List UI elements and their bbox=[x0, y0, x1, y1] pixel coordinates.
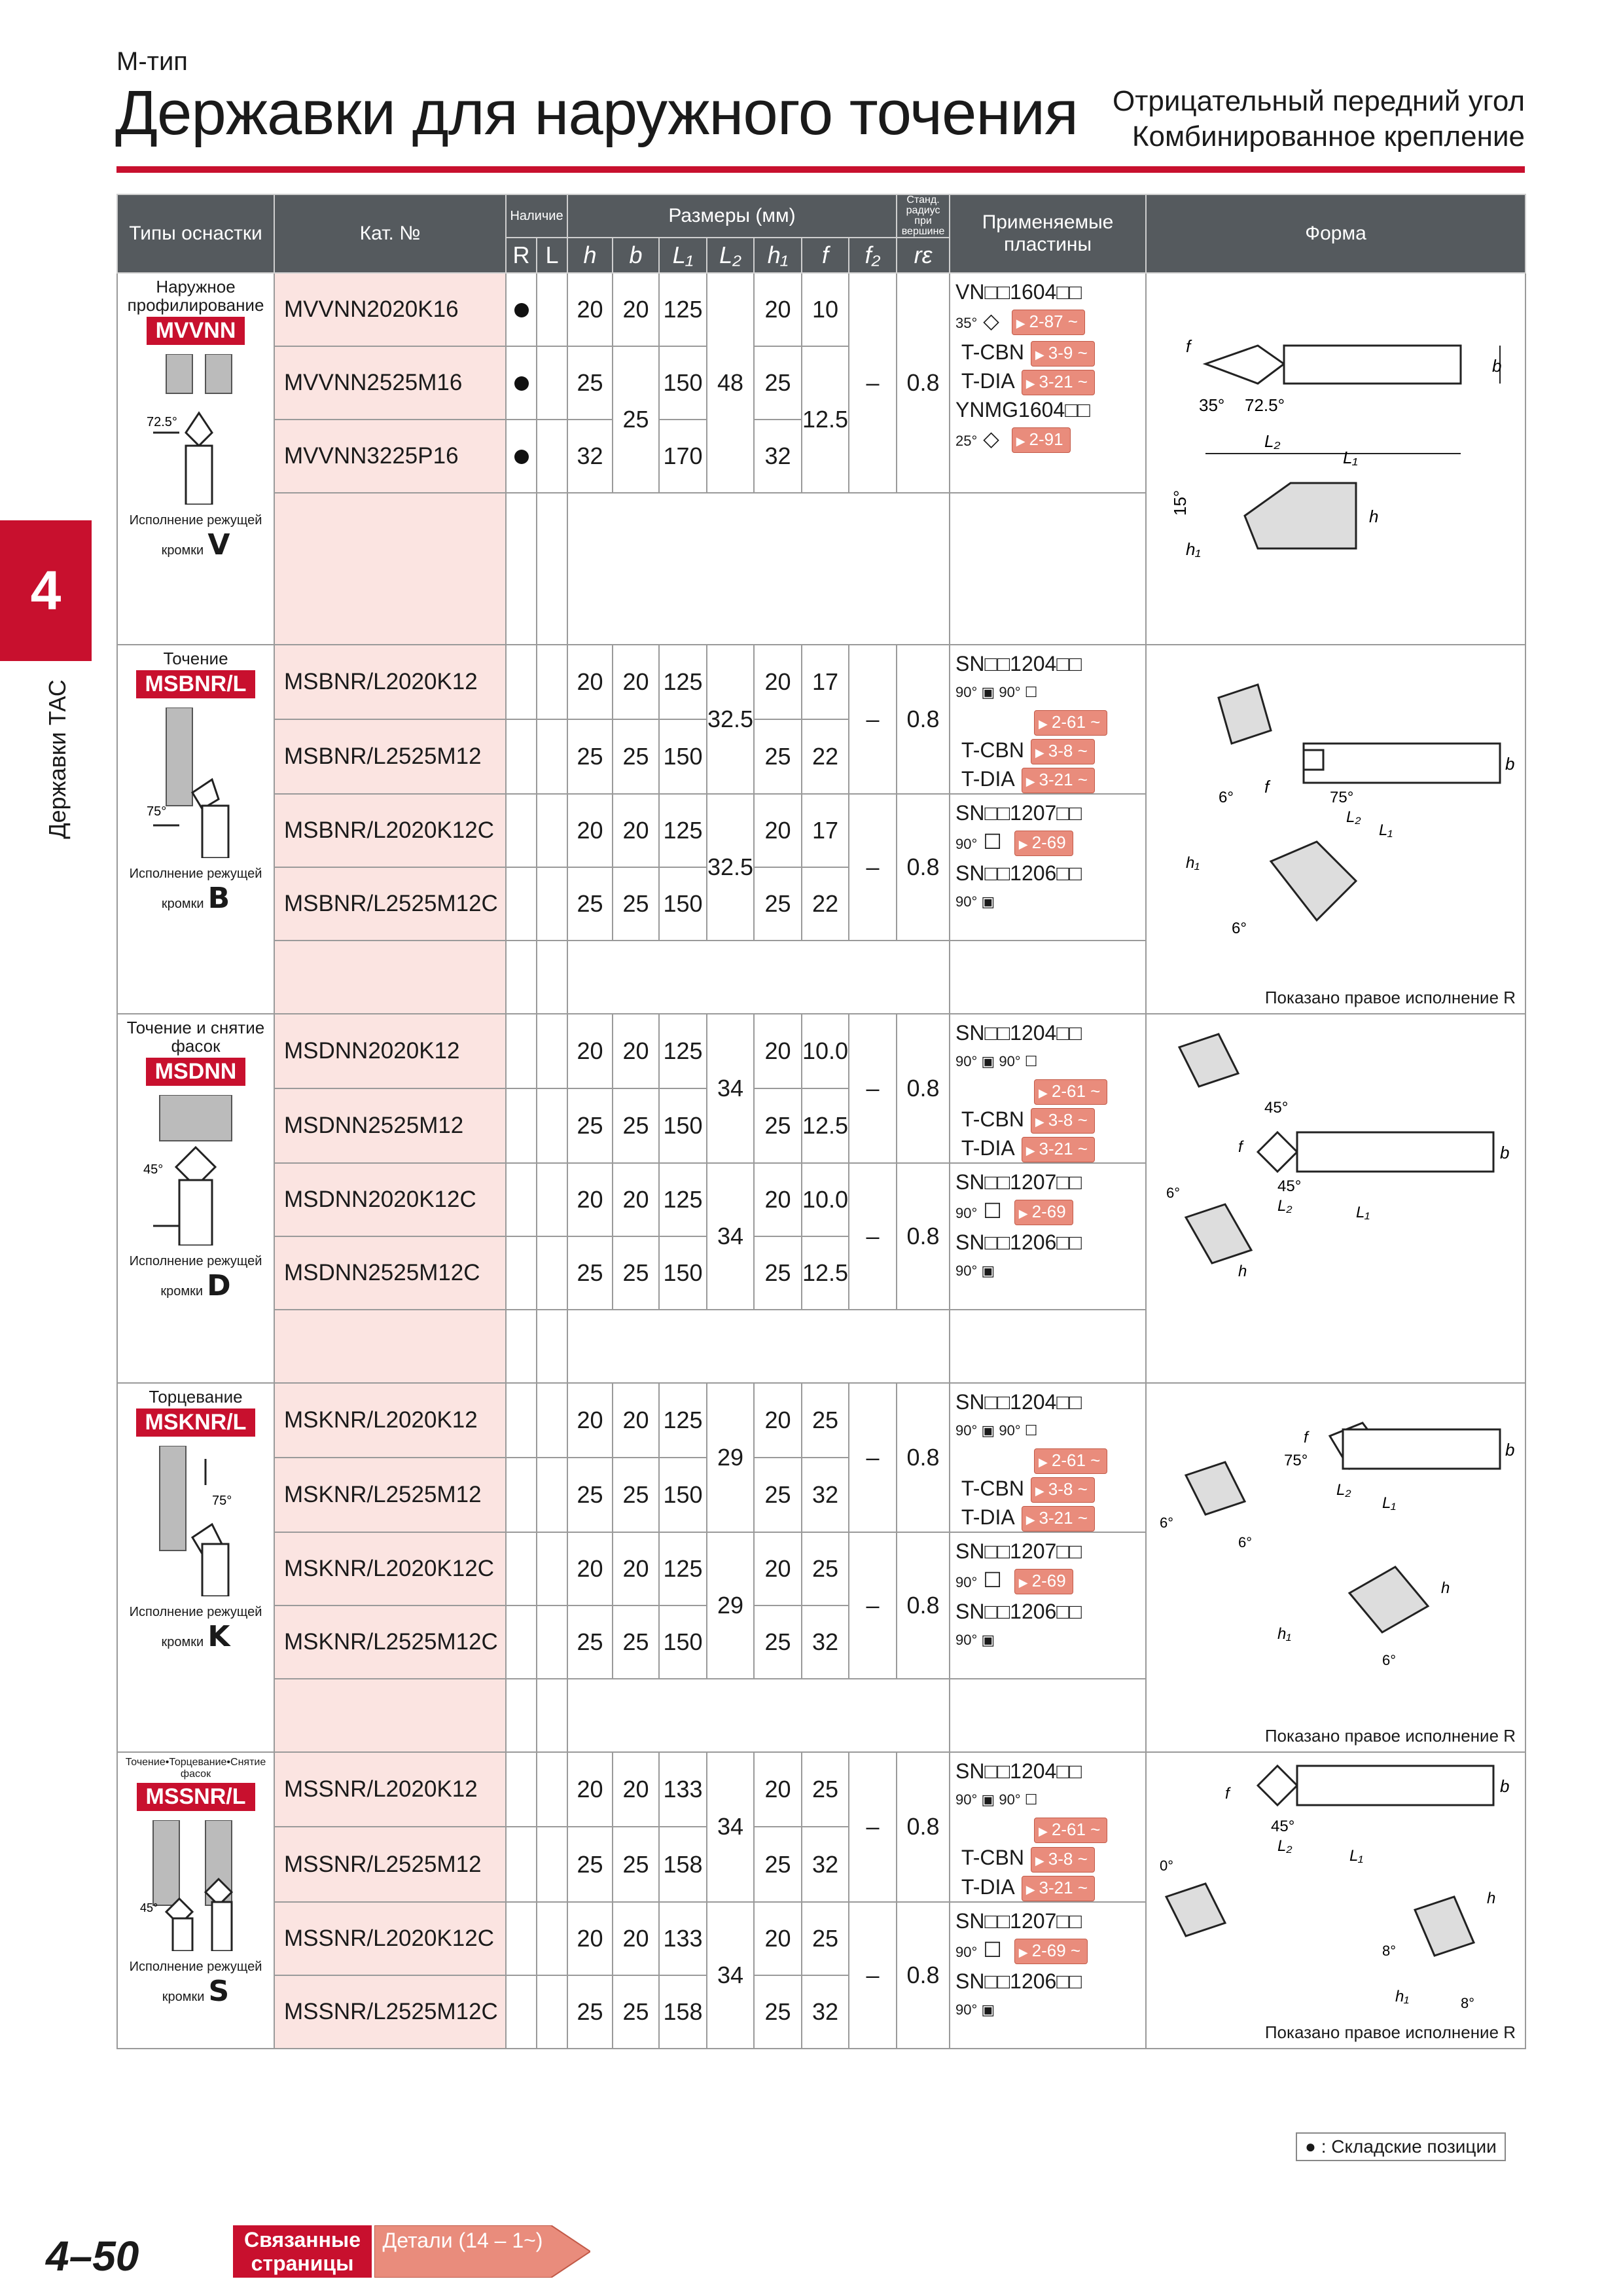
subtitle-line-1: Отрицательный передний угол bbox=[1112, 85, 1525, 117]
svg-text:h: h bbox=[1369, 507, 1379, 526]
svg-text:72.5°: 72.5° bbox=[1245, 395, 1285, 415]
svg-text:f: f bbox=[1186, 336, 1191, 356]
svg-text:6°: 6° bbox=[1166, 1185, 1181, 1202]
dim-f: 25 bbox=[802, 1902, 849, 1975]
inserts-msdnn-b: SN□□1207□□ 90° ☐ ▶ 2-69 SN□□1206□□ 90° ▣ bbox=[950, 1163, 1146, 1310]
col-b: b bbox=[613, 238, 659, 273]
subtitle-line-2: Комбинированное крепление bbox=[1132, 120, 1525, 152]
inserts-msbnr-a: SN□□1204□□ 90° ▣ 90° ☐ ▶ 2-61 ~ T-CBN▶ 3-8 ~ T-DIA▶ 3-21 ~ bbox=[950, 645, 1146, 794]
ref-link[interactable]: ▶ 3-9 ~ bbox=[1031, 341, 1095, 367]
dim-f2: – bbox=[849, 1383, 897, 1532]
dim-h: 20 bbox=[567, 1532, 613, 1605]
svg-text:72.5°: 72.5° bbox=[147, 415, 177, 429]
dim-re: 0.8 bbox=[897, 1163, 950, 1310]
svg-text:0°: 0° bbox=[1160, 1857, 1174, 1874]
svg-text:b: b bbox=[1505, 754, 1515, 774]
cat-no: MSBNR/L2020K12 bbox=[274, 645, 506, 719]
dim-l2: 32.5 bbox=[707, 794, 754, 941]
dim-f2: – bbox=[849, 645, 897, 794]
dim-l1: 125 bbox=[659, 1532, 707, 1605]
svg-text:h: h bbox=[1441, 1579, 1450, 1598]
type-mvvnn: Наружное профилирование MVVNN 72.5° Исполнение режущей кромки V bbox=[117, 273, 274, 645]
dim-h1: 20 bbox=[754, 794, 802, 867]
svg-text:L₂: L₂ bbox=[1277, 1197, 1293, 1215]
stock-r bbox=[506, 420, 537, 493]
dim-l1: 150 bbox=[659, 719, 707, 794]
svg-text:L₂: L₂ bbox=[1346, 808, 1361, 826]
svg-text:L₁: L₁ bbox=[1379, 821, 1393, 839]
dim-f2: – bbox=[849, 1532, 897, 1679]
dim-f: 32 bbox=[802, 1458, 849, 1532]
ref-link[interactable]: ▶ 2-61 ~ bbox=[1034, 1818, 1107, 1843]
dim-h: 20 bbox=[567, 273, 613, 346]
svg-text:h₁: h₁ bbox=[1395, 1988, 1409, 2006]
dim-l1: 125 bbox=[659, 1163, 707, 1236]
ref-link[interactable]: ▶ 2-61 ~ bbox=[1034, 710, 1107, 736]
svg-text:35°: 35° bbox=[1199, 395, 1225, 415]
ref-link[interactable]: ▶ 3-21 ~ bbox=[1022, 768, 1095, 793]
dim-b: 25 bbox=[613, 1827, 659, 1901]
svg-text:h₁: h₁ bbox=[1186, 854, 1200, 872]
cat-no: MVVNN2020K16 bbox=[274, 273, 506, 346]
svg-text:8°: 8° bbox=[1461, 1995, 1475, 2012]
svg-text:b: b bbox=[1500, 1143, 1510, 1163]
dim-l1: 125 bbox=[659, 1014, 707, 1088]
col-re: rε bbox=[897, 238, 950, 273]
ref-link[interactable]: ▶ 3-21 ~ bbox=[1022, 1876, 1095, 1901]
svg-text:L₁: L₁ bbox=[1343, 448, 1358, 467]
inserts-msbnr-b: SN□□1207□□ 90° ☐ ▶ 2-69 SN□□1206□□ 90° ▣ bbox=[950, 794, 1146, 941]
inserts-mvvnn: VN□□1604□□ 35° ◇ ▶ 2-87 ~ T-CBN▶ 3-9 ~ T-DIA▶ 3-21 ~ YNMG1604□□ 25° ◇ ▶ 2-91 bbox=[950, 273, 1146, 493]
svg-text:L₂: L₂ bbox=[1264, 431, 1281, 451]
dim-h: 25 bbox=[567, 346, 613, 420]
cat-no: MSKNR/L2020K12 bbox=[274, 1383, 506, 1458]
details-button[interactable]: Детали (14 – 1~) bbox=[374, 2225, 590, 2278]
dim-l2: 34 bbox=[707, 1752, 754, 1901]
dim-b: 20 bbox=[613, 1902, 659, 1975]
dim-h: 20 bbox=[567, 1014, 613, 1088]
dim-h: 25 bbox=[567, 1975, 613, 2049]
inserts-msknr-b: SN□□1207□□ 90° ☐ ▶ 2-69 SN□□1206□□ 90° ▣ bbox=[950, 1532, 1146, 1679]
dim-h1: 20 bbox=[754, 645, 802, 719]
shape-msknr bbox=[1146, 1383, 1525, 1752]
stock-l bbox=[537, 273, 567, 346]
svg-text:h₁: h₁ bbox=[1277, 1625, 1291, 1643]
dim-l2: 34 bbox=[707, 1902, 754, 2049]
dim-b: 25 bbox=[613, 1236, 659, 1310]
dim-h: 25 bbox=[567, 719, 613, 794]
svg-text:f: f bbox=[1225, 1785, 1230, 1803]
dim-b: 20 bbox=[613, 1163, 659, 1236]
col-l1: L₁ bbox=[659, 238, 707, 273]
dim-l1: 150 bbox=[659, 346, 707, 420]
dim-f: 12.5 bbox=[802, 1236, 849, 1310]
cat-no: MSKNR/L2020K12C bbox=[274, 1532, 506, 1605]
dim-b: 25 bbox=[613, 1088, 659, 1163]
svg-text:45°: 45° bbox=[143, 1162, 164, 1177]
dim-h1: 20 bbox=[754, 1532, 802, 1605]
shape-mssnr bbox=[1146, 1752, 1525, 2048]
dim-b: 20 bbox=[613, 1752, 659, 1827]
dim-f: 17 bbox=[802, 645, 849, 719]
page-number: 4–50 bbox=[46, 2233, 139, 2280]
ref-link[interactable]: ▶ 3-8 ~ bbox=[1031, 1847, 1095, 1873]
dim-b: 20 bbox=[613, 1383, 659, 1458]
inserts-mssnr-b: SN□□1207□□ 90° ☐ ▶ 2-69 ~ SN□□1206□□ 90° ▣ bbox=[950, 1902, 1146, 2049]
dim-l1: 125 bbox=[659, 273, 707, 346]
col-f: f bbox=[802, 238, 849, 273]
tool-pictogram bbox=[140, 1820, 251, 1951]
inserts-mssnr-a: SN□□1204□□ 90° ▣ 90° ☐ ▶ 2-61 ~ T-CBN▶ 3-8 ~ T-DIA▶ 3-21 ~ bbox=[950, 1752, 1146, 1901]
dim-h1: 25 bbox=[754, 719, 802, 794]
dim-h1: 25 bbox=[754, 1088, 802, 1163]
cat-no: MSSNR/L2020K12 bbox=[274, 1752, 506, 1827]
dim-f: 22 bbox=[802, 719, 849, 794]
col-dims: Размеры (мм) bbox=[567, 194, 897, 238]
ref-link[interactable]: ▶ 2-91 bbox=[1012, 427, 1071, 453]
svg-text:b: b bbox=[1500, 1776, 1510, 1797]
dim-h1: 25 bbox=[754, 1236, 802, 1310]
cat-no: MSDNN2020K12C bbox=[274, 1163, 506, 1236]
dim-h: 20 bbox=[567, 1383, 613, 1458]
col-l: L bbox=[537, 238, 567, 273]
dim-h: 25 bbox=[567, 1827, 613, 1901]
dim-re: 0.8 bbox=[897, 645, 950, 794]
ref-link[interactable]: ▶ 3-21 ~ bbox=[1022, 1506, 1095, 1532]
ref-link[interactable]: ▶ 3-8 ~ bbox=[1031, 739, 1095, 764]
svg-text:6°: 6° bbox=[1238, 1534, 1253, 1551]
page-subtitle bbox=[1113, 84, 1525, 154]
dim-h1: 20 bbox=[754, 1163, 802, 1236]
dim-f: 25 bbox=[802, 1383, 849, 1458]
svg-text:L₁: L₁ bbox=[1382, 1494, 1396, 1513]
ref-link[interactable]: ▶ 3-21 ~ bbox=[1022, 370, 1095, 395]
dim-re: 0.8 bbox=[897, 1752, 950, 1901]
col-l2: L₂ bbox=[707, 238, 754, 273]
svg-text:6°: 6° bbox=[1160, 1515, 1174, 1532]
dim-l2: 34 bbox=[707, 1163, 754, 1310]
stock-r bbox=[506, 346, 537, 420]
dim-l1: 133 bbox=[659, 1752, 707, 1827]
svg-text:L₂: L₂ bbox=[1277, 1837, 1293, 1856]
cat-no: MSDNN2525M12 bbox=[274, 1088, 506, 1163]
type-mssnr: Точение•Торцевание•Снятие фасок MSSNR/L 45° Исполнение режущей кромки S bbox=[117, 1752, 274, 2048]
svg-text:45°: 45° bbox=[1264, 1099, 1289, 1117]
dim-h: 32 bbox=[567, 420, 613, 493]
dim-h1: 32 bbox=[754, 420, 802, 493]
title-rule bbox=[116, 166, 1525, 173]
dim-re: 0.8 bbox=[897, 794, 950, 941]
dim-h: 25 bbox=[567, 1605, 613, 1679]
svg-text:15°: 15° bbox=[1170, 490, 1190, 516]
dim-l1: 150 bbox=[659, 1605, 707, 1679]
col-cat-no: Кат. № bbox=[274, 194, 506, 273]
stock-l bbox=[537, 420, 567, 493]
dim-b: 20 bbox=[613, 1532, 659, 1605]
dim-l1: 158 bbox=[659, 1975, 707, 2049]
svg-text:6°: 6° bbox=[1219, 789, 1234, 806]
dim-h: 20 bbox=[567, 1752, 613, 1827]
cat-no: MSDNN2020K12 bbox=[274, 1014, 506, 1088]
dim-f2: – bbox=[849, 1014, 897, 1163]
cat-no: MSBNR/L2525M12 bbox=[274, 719, 506, 794]
ref-link[interactable]: ▶ 2-61 ~ bbox=[1034, 1448, 1107, 1474]
cat-no: MSKNR/L2525M12 bbox=[274, 1458, 506, 1532]
col-r: R bbox=[506, 238, 537, 273]
shape-mvvnn bbox=[1146, 273, 1525, 645]
dim-b: 25 bbox=[613, 719, 659, 794]
col-stock: Наличие bbox=[506, 194, 567, 238]
dim-f: 10.0 bbox=[802, 1163, 849, 1236]
dim-f: 10.0 bbox=[802, 1014, 849, 1088]
dim-f: 10 bbox=[802, 273, 849, 346]
ref-link[interactable]: ▶ 2-69 bbox=[1014, 1200, 1073, 1225]
dim-l2: 29 bbox=[707, 1383, 754, 1532]
stock-legend: ● : Складские позиции bbox=[1296, 2132, 1506, 2161]
dim-f2: – bbox=[849, 1752, 897, 1901]
dim-b: 20 bbox=[613, 273, 659, 346]
ref-link[interactable]: ▶ 2-69 ~ bbox=[1014, 1939, 1088, 1964]
cat-no: MSSNR/L2525M12 bbox=[274, 1827, 506, 1901]
shape-note: Показано правое исполнение R bbox=[1264, 1726, 1516, 1746]
dim-h1: 20 bbox=[754, 1752, 802, 1827]
dim-h1: 20 bbox=[754, 1902, 802, 1975]
dim-l1: 150 bbox=[659, 1458, 707, 1532]
dim-b: 25 bbox=[613, 867, 659, 941]
svg-text:45°: 45° bbox=[1277, 1177, 1302, 1196]
dim-h1: 20 bbox=[754, 1014, 802, 1088]
dim-h1: 25 bbox=[754, 346, 802, 420]
col-radius: Станд. радиус при вершине bbox=[897, 194, 950, 238]
dim-re: 0.8 bbox=[897, 1383, 950, 1532]
dim-h: 20 bbox=[567, 1163, 613, 1236]
cat-no: MSKNR/L2525M12C bbox=[274, 1605, 506, 1679]
svg-text:b: b bbox=[1492, 356, 1502, 376]
ref-link[interactable]: ▶ 3-8 ~ bbox=[1031, 1108, 1095, 1134]
dim-f: 22 bbox=[802, 867, 849, 941]
svg-text:h: h bbox=[1238, 1263, 1247, 1281]
dim-b: 20 bbox=[613, 645, 659, 719]
dim-l2: 29 bbox=[707, 1532, 754, 1679]
inserts-msknr-a: SN□□1204□□ 90° ▣ 90° ☐ ▶ 2-61 ~ T-CBN▶ 3-8 ~ T-DIA▶ 3-21 ~ bbox=[950, 1383, 1146, 1532]
ref-link[interactable]: ▶ 3-21 ~ bbox=[1022, 1137, 1095, 1162]
dim-f2: – bbox=[849, 794, 897, 941]
svg-text:L₂: L₂ bbox=[1336, 1481, 1351, 1499]
dim-re: 0.8 bbox=[897, 1014, 950, 1163]
dim-h: 25 bbox=[567, 1458, 613, 1532]
dim-l2: 48 bbox=[707, 273, 754, 493]
cat-no: MVVNN2525M16 bbox=[274, 346, 506, 420]
svg-text:f: f bbox=[1304, 1429, 1308, 1447]
svg-text:f: f bbox=[1238, 1138, 1243, 1157]
type-msdnn: Точение и снятие фасок MSDNN 45° Исполнение режущей кромки D bbox=[117, 1014, 274, 1383]
tool-pictogram bbox=[140, 1446, 251, 1596]
dim-h: 25 bbox=[567, 1088, 613, 1163]
col-inserts: Применяемые пластины bbox=[950, 194, 1146, 273]
dim-l1: 133 bbox=[659, 1902, 707, 1975]
dim-b: 20 bbox=[613, 794, 659, 867]
dim-l1: 150 bbox=[659, 1088, 707, 1163]
svg-text:L₁: L₁ bbox=[1356, 1204, 1370, 1222]
dim-l2: 32.5 bbox=[707, 645, 754, 794]
svg-text:45°: 45° bbox=[140, 1901, 158, 1915]
shape-note: Показано правое исполнение R bbox=[1264, 2022, 1516, 2042]
dim-h: 25 bbox=[567, 1236, 613, 1310]
holders-table bbox=[116, 194, 1526, 2049]
dim-b: 25 bbox=[613, 1975, 659, 2049]
svg-text:75°: 75° bbox=[147, 804, 167, 819]
svg-text:6°: 6° bbox=[1232, 920, 1247, 937]
svg-text:L₁: L₁ bbox=[1349, 1847, 1363, 1865]
dim-b: 20 bbox=[613, 1014, 659, 1088]
ref-link[interactable]: ▶ 2-87 ~ bbox=[1012, 310, 1085, 335]
chapter-label: Державки ТАС bbox=[44, 679, 71, 839]
svg-text:h: h bbox=[1487, 1890, 1496, 1908]
cat-no: MSDNN2525M12C bbox=[274, 1236, 506, 1310]
dim-l1: 125 bbox=[659, 794, 707, 867]
dim-h1: 25 bbox=[754, 1605, 802, 1679]
dim-l1: 125 bbox=[659, 645, 707, 719]
dim-f: 17 bbox=[802, 794, 849, 867]
dim-re: 0.8 bbox=[897, 1902, 950, 2049]
tool-pictogram bbox=[140, 708, 251, 858]
cat-no: MSBNR/L2020K12C bbox=[274, 794, 506, 867]
col-f2: f₂ bbox=[849, 238, 897, 273]
ref-link[interactable]: ▶ 2-61 ~ bbox=[1034, 1079, 1107, 1105]
dim-f: 32 bbox=[802, 1975, 849, 2049]
stock-r bbox=[506, 273, 537, 346]
dim-f: 12.5 bbox=[802, 346, 849, 493]
chapter-tab[interactable]: 4 bbox=[0, 520, 92, 661]
cat-no: MSBNR/L2525M12C bbox=[274, 867, 506, 941]
dim-l1: 158 bbox=[659, 1827, 707, 1901]
dim-h1: 25 bbox=[754, 1458, 802, 1532]
dim-h1: 25 bbox=[754, 1975, 802, 2049]
svg-text:b: b bbox=[1505, 1440, 1515, 1460]
dim-l1: 170 bbox=[659, 420, 707, 493]
dim-h1: 25 bbox=[754, 1827, 802, 1901]
svg-text:75°: 75° bbox=[1330, 789, 1354, 806]
col-h: h bbox=[567, 238, 613, 273]
shape-msbnr bbox=[1146, 645, 1525, 1014]
type-msbnr: Точение MSBNR/L 75° Исполнение режущей кромки B bbox=[117, 645, 274, 1014]
col-shape: Форма bbox=[1146, 194, 1525, 273]
svg-text:8°: 8° bbox=[1382, 1943, 1397, 1960]
svg-text:6°: 6° bbox=[1382, 1652, 1397, 1669]
tool-pictogram bbox=[140, 354, 251, 505]
dim-re: 0.8 bbox=[897, 273, 950, 493]
dim-re: 0.8 bbox=[897, 1532, 950, 1679]
dim-l1: 150 bbox=[659, 1236, 707, 1310]
dim-f2: – bbox=[849, 1163, 897, 1310]
svg-text:h₁: h₁ bbox=[1186, 539, 1201, 559]
cat-no: MSSNR/L2525M12C bbox=[274, 1975, 506, 2049]
dim-l2: 34 bbox=[707, 1014, 754, 1163]
col-h1: h₁ bbox=[754, 238, 802, 273]
svg-text:75°: 75° bbox=[212, 1494, 232, 1509]
shape-msdnn bbox=[1146, 1014, 1525, 1383]
dim-l1: 150 bbox=[659, 867, 707, 941]
dim-b: 25 bbox=[613, 1605, 659, 1679]
dim-l1: 125 bbox=[659, 1383, 707, 1458]
cat-no: MVVNN3225P16 bbox=[274, 420, 506, 493]
tool-pictogram bbox=[140, 1095, 251, 1246]
dim-b: 25 bbox=[613, 346, 659, 493]
dim-f2: – bbox=[849, 273, 897, 493]
svg-text:f: f bbox=[1264, 777, 1270, 797]
cat-no: MSSNR/L2020K12C bbox=[274, 1902, 506, 1975]
dim-f: 25 bbox=[802, 1752, 849, 1827]
type-label: М-тип bbox=[116, 47, 188, 76]
dim-f: 32 bbox=[802, 1827, 849, 1901]
stock-l bbox=[537, 346, 567, 420]
related-pages-button[interactable]: Связанные страницы bbox=[233, 2225, 372, 2278]
shape-note: Показано правое исполнение R bbox=[1264, 988, 1516, 1008]
ref-link[interactable]: ▶ 2-69 bbox=[1014, 831, 1073, 856]
dim-h: 20 bbox=[567, 1902, 613, 1975]
dim-h1: 25 bbox=[754, 867, 802, 941]
dim-f: 25 bbox=[802, 1532, 849, 1605]
dim-h: 25 bbox=[567, 867, 613, 941]
dim-h: 20 bbox=[567, 794, 613, 867]
type-msknr: Торцевание MSKNR/L 75° Исполнение режущей кромки K bbox=[117, 1383, 274, 1752]
dim-b: 25 bbox=[613, 1458, 659, 1532]
svg-text:75°: 75° bbox=[1284, 1452, 1308, 1470]
page-title: Державки для наружного точения bbox=[115, 78, 1078, 148]
svg-text:45°: 45° bbox=[1271, 1818, 1295, 1836]
dim-f: 12.5 bbox=[802, 1088, 849, 1163]
dim-f2: – bbox=[849, 1902, 897, 2049]
col-types: Типы оснастки bbox=[117, 194, 274, 273]
dim-h: 20 bbox=[567, 645, 613, 719]
dim-h1: 20 bbox=[754, 273, 802, 346]
inserts-msdnn-a: SN□□1204□□ 90° ▣ 90° ☐ ▶ 2-61 ~ T-CBN▶ 3-8 ~ T-DIA▶ 3-21 ~ bbox=[950, 1014, 1146, 1163]
dim-f: 32 bbox=[802, 1605, 849, 1679]
dim-h1: 20 bbox=[754, 1383, 802, 1458]
ref-link[interactable]: ▶ 3-8 ~ bbox=[1031, 1477, 1095, 1503]
ref-link[interactable]: ▶ 2-69 bbox=[1014, 1569, 1073, 1594]
